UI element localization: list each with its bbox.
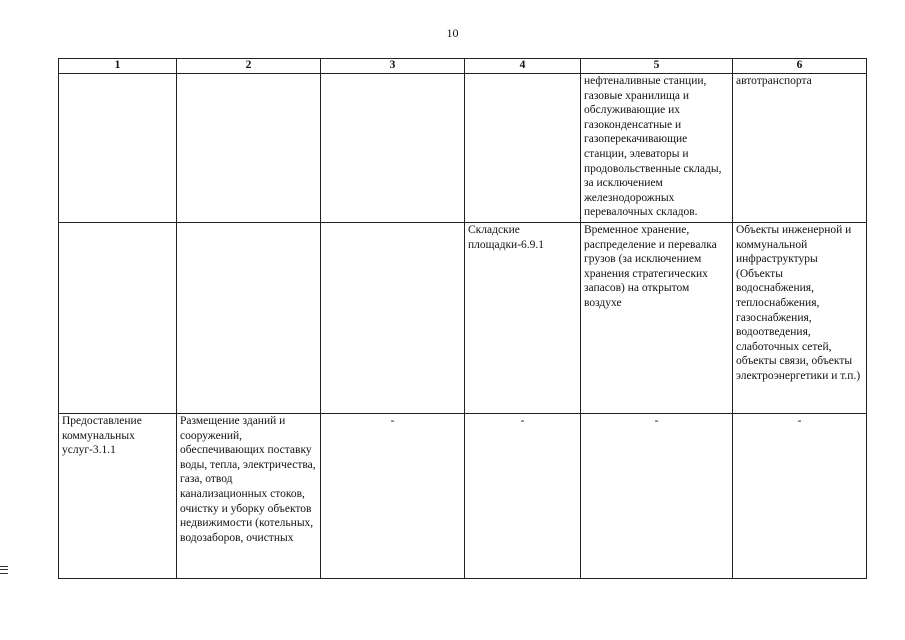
- table-cell: [465, 223, 581, 414]
- table-cell: [321, 223, 465, 414]
- margin-mark: [0, 566, 8, 574]
- column-header-6: 6: [733, 59, 867, 74]
- table-cell: [465, 414, 581, 579]
- table-row: [59, 414, 867, 579]
- table-cell: [321, 74, 465, 223]
- permitted-use-description: нефтеналивные станции, газовые хранилища и обслуживающие их газоконденсатные и газоперекачивающие станции, элеваторы и продовольственные склады, за исключением железнодорожных перевалочных складов.: [584, 75, 722, 219]
- table-cell: [581, 414, 733, 579]
- table-cell: [59, 74, 177, 223]
- column-header-3: 3: [321, 59, 465, 74]
- empty-dash: -: [390, 415, 395, 427]
- zoning-table: [58, 58, 867, 579]
- table-cell: [733, 74, 867, 223]
- table-cell: [177, 223, 321, 414]
- empty-dash: -: [654, 415, 659, 427]
- table-cell: [59, 223, 177, 414]
- empty-dash: -: [797, 415, 802, 427]
- table-cell: [581, 223, 733, 414]
- column-header-5: 5: [581, 59, 733, 74]
- use-type-name: Предоставление коммунальных услуг-3.1.1: [62, 415, 142, 457]
- table-header-row: [59, 59, 867, 74]
- table-cell: [59, 414, 177, 579]
- use-type-code: Складские площадки-6.9.1: [468, 224, 545, 251]
- table-cell: [733, 414, 867, 579]
- auxiliary-use-text: автотранспорта: [736, 75, 812, 87]
- table-cell: [321, 414, 465, 579]
- table-cell: [177, 414, 321, 579]
- table-cell: [733, 223, 867, 414]
- column-header-1: 1: [59, 59, 177, 74]
- use-type-description: Размещение зданий и сооружений, обеспечивающих поставку воды, тепла, электричества, газа, отвод канализационных стоков, очистку и уборку объектов недвижимости (котельных, водозаборов, очистных: [180, 415, 316, 544]
- auxiliary-use-text: Объекты инженерной и коммунальной инфраструктуры (Объекты водоснабжения, теплоснабжения, газоснабжения, водоотведения, слаботочных сетей, объекты связи, объекты электроэнергетики и т.п.): [736, 224, 861, 382]
- table-row: [59, 223, 867, 414]
- page-number: 10: [446, 26, 459, 40]
- column-header-2: 2: [177, 59, 321, 74]
- permitted-use-description: Временное хранение, распределение и перевалка грузов (за исключением хранения стратегических запасов) на открытом воздухе: [584, 224, 717, 309]
- table-row: [59, 74, 867, 223]
- table-cell: [177, 74, 321, 223]
- column-header-4: 4: [465, 59, 581, 74]
- table-cell: [465, 74, 581, 223]
- empty-dash: -: [520, 415, 525, 427]
- table-cell: [581, 74, 733, 223]
